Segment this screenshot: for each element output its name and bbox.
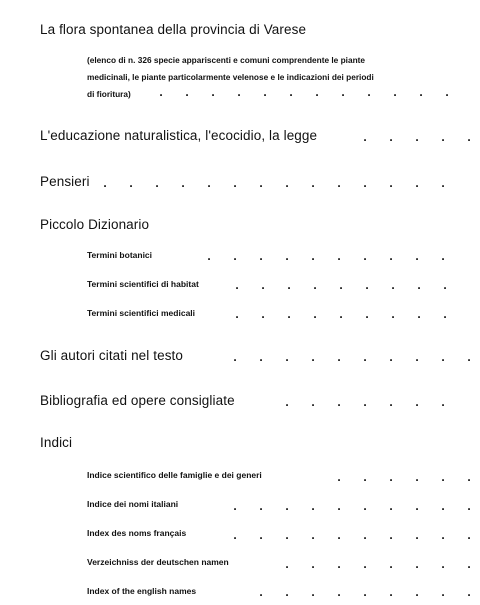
toc-subentry-index-francais: [87, 528, 186, 538]
toc-entry-bibliografia: [40, 393, 235, 408]
toc-subentry-termini-habitat: [87, 279, 199, 289]
toc-entry-label: Termini botanici: [87, 250, 153, 260]
desc-line: (elenco di n. 326 specie appariscenti e comuni comprendente le piante: [87, 55, 366, 65]
desc-line: di fioritura): [87, 89, 131, 99]
toc-subentry-verzeichniss: [87, 557, 229, 567]
toc-entry-label: La flora spontanea della provincia di Varese: [40, 22, 307, 37]
toc-entry-educazione: [40, 128, 317, 143]
toc-subentry-indice-italiani: [87, 499, 178, 509]
toc-entry-label: Indice scientifico delle famiglie e dei generi: [87, 470, 262, 480]
dot-leader: . . . . . . . .: [285, 557, 471, 571]
dot-leader: . . . . .: [363, 130, 471, 144]
dot-leader: . . . . . . . . . .: [207, 249, 445, 263]
dot-leader: . . . . . . . . . .: [233, 499, 471, 513]
toc-subentry-index-english: [87, 586, 196, 596]
desc-line: medicinali, le piante particolarmente velenose e le indicazioni dei periodi: [87, 72, 374, 82]
dot-leader: . . . . . . . . .: [235, 307, 447, 321]
toc-entry-label: Bibliografia ed opere consigliate: [40, 393, 235, 408]
toc-entry-indici: [40, 435, 72, 450]
toc-entry-label: Pensieri: [40, 174, 90, 189]
toc-entry-pensieri: [40, 174, 90, 189]
toc-entry-label: Gli autori citati nel testo: [40, 348, 184, 363]
toc-entry-label: Termini scientifici di habitat: [87, 279, 199, 289]
toc-subentry-termini-medicali: [87, 308, 195, 318]
toc-entry-label: Index of the english names: [87, 586, 197, 596]
toc-entry-label: Piccolo Dizionario: [40, 217, 150, 232]
dot-leader: . . . . . . . . .: [259, 585, 471, 599]
toc-entry-flora: [40, 22, 306, 37]
dot-leader: . . . . . . . . . . . . . .: [103, 176, 445, 190]
toc-subentry-indice-scientifico: [87, 470, 262, 480]
dot-leader: . . . . . . . . . . . .: [159, 85, 449, 99]
toc-entry-label: Verzeichniss der deutschen namen: [87, 557, 229, 567]
toc-entry-label: Index des noms français: [87, 528, 187, 538]
toc-entry-label: L'educazione naturalistica, l'ecocidio, la legge: [40, 128, 318, 143]
dot-leader: . . . . . . . . . .: [233, 528, 471, 542]
toc-entry-label: Indici: [40, 435, 73, 450]
toc-entry-label: Termini scientifici medicali: [87, 308, 196, 318]
toc-subentry-termini-botanici: [87, 250, 152, 260]
toc-entry-autori: [40, 348, 183, 363]
dot-leader: . . . . . . . . . .: [233, 350, 471, 364]
toc-entry-label: Indice dei nomi italiani: [87, 499, 179, 509]
dot-leader: . . . . . .: [337, 470, 471, 484]
dot-leader: . . . . . . . . .: [235, 278, 447, 292]
dot-leader: . . . . . . .: [285, 395, 445, 409]
toc-entry-dizionario: [40, 217, 149, 232]
